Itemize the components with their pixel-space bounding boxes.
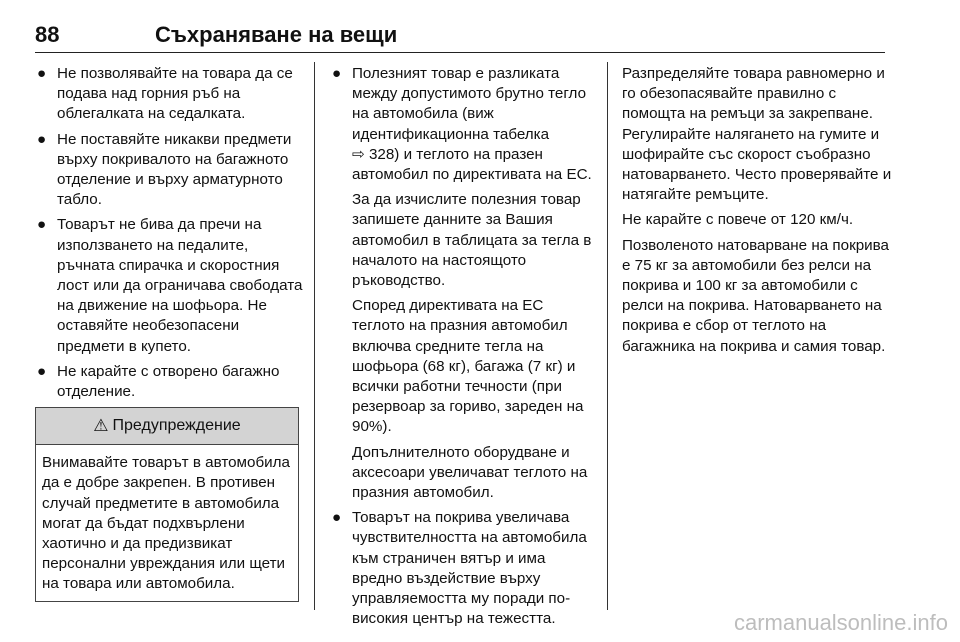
paragraph: Не карайте с повече от 120 км/ч. — [622, 211, 854, 229]
bullet-icon: ● — [37, 216, 47, 234]
list-item: ● Полезният товар е разликата между допустимото брутно тегло на автомобила (виж идентификационна табелка ⇨ 328) и теглото на празен автомобил по директивата на ЕС. — [332, 65, 592, 184]
bullet-list-2 — [330, 64, 598, 185]
chapter-title: Съхраняване на вещи — [155, 22, 398, 47]
warning-triangle-icon: ⚠ — [93, 416, 109, 436]
bullet-icon: ● — [37, 130, 47, 148]
warning-box — [35, 407, 299, 601]
page-reference: 328) и теглото на празен автомобил по директивата на ЕС. — [352, 145, 592, 184]
bullet-icon: ● — [332, 65, 342, 82]
paragraph: Допълнителното оборудване и аксесоари увеличават теглото на празния автомобил. — [352, 443, 588, 502]
paragraph: Според директивата на ЕС теглото на празния автомобил включва средните тегла на шофьора (68 кг), багажа (7 кг) и всички работни течности (при резервоар за гориво, зареден на 90%). — [352, 297, 584, 436]
column-2 — [330, 64, 598, 634]
bullet-list-3 — [330, 508, 598, 629]
warning-header — [36, 408, 298, 445]
column-1 — [35, 64, 303, 602]
column-divider-1 — [314, 62, 315, 610]
paragraph: За да изчислите полезния товар запишете данните за Вашия автомобил в таблицата за тегла в началото на настоящото ръководство. — [352, 191, 592, 290]
list-item: ● Не поставяйте никакви предмети върху покривалото на багажното отделение и върху арматурното табло. — [37, 130, 292, 209]
page-reference-icon: ⇨ — [352, 145, 365, 163]
warning-title: Предупреждение — [112, 417, 241, 435]
page-header — [35, 22, 885, 52]
list-item: ● Товарът на покрива увеличава чувствителността на автомобила към страничен вятър и има вредно въздействие върху управляемостта му поради по-високия център на тежестта. — [332, 509, 587, 628]
paragraph: Позволеното натоварване на покрива е 75 кг за автомобили без релси на покрива и 100 кг за автомобили с релси на покрива. Натоварването на покрива е сбор от теглото на багажника на покрива и самия товар. — [622, 236, 889, 355]
list-item: ● Не карайте с отворено багажно отделение. — [37, 362, 280, 401]
bullet-list-1 — [35, 64, 303, 402]
page-number: 88 — [35, 22, 60, 47]
paragraph: Разпределяйте товара равномерно и го обезопасявайте правилно с помощта на ремъци за закрепване. Регулирайте налягането на гумите и шофирайте със скорост съобразно натоварването. Често проверявайте и натягайте ремъците. — [622, 65, 892, 204]
bullet-icon: ● — [332, 509, 342, 527]
column-divider-2 — [607, 62, 608, 610]
column-3 — [622, 64, 892, 362]
warning-text: Внимавайте товарът в автомобила да е добре закрепен. В противен случай предметите в автомобила могат да бъдат подхвърлени хаотично и да предизвикат персонални увреждания или щети на товара или автомобила. — [42, 454, 290, 593]
bullet-icon: ● — [37, 362, 47, 380]
watermark: carmanualsonline.info — [733, 610, 948, 635]
list-item: ● Товарът не бива да пречи на използването на педалите, ръчната спирачка и скоростния лост или да ограничава свободата на движение на шофьора. Не оставяйте необезопасени предмети в купето. — [37, 216, 303, 355]
bullet-icon: ● — [37, 65, 47, 82]
list-item: ● Не позволявайте на товара да се подава над горния ръб на облегалката на седалката. — [37, 65, 293, 123]
header-rule — [35, 52, 885, 53]
